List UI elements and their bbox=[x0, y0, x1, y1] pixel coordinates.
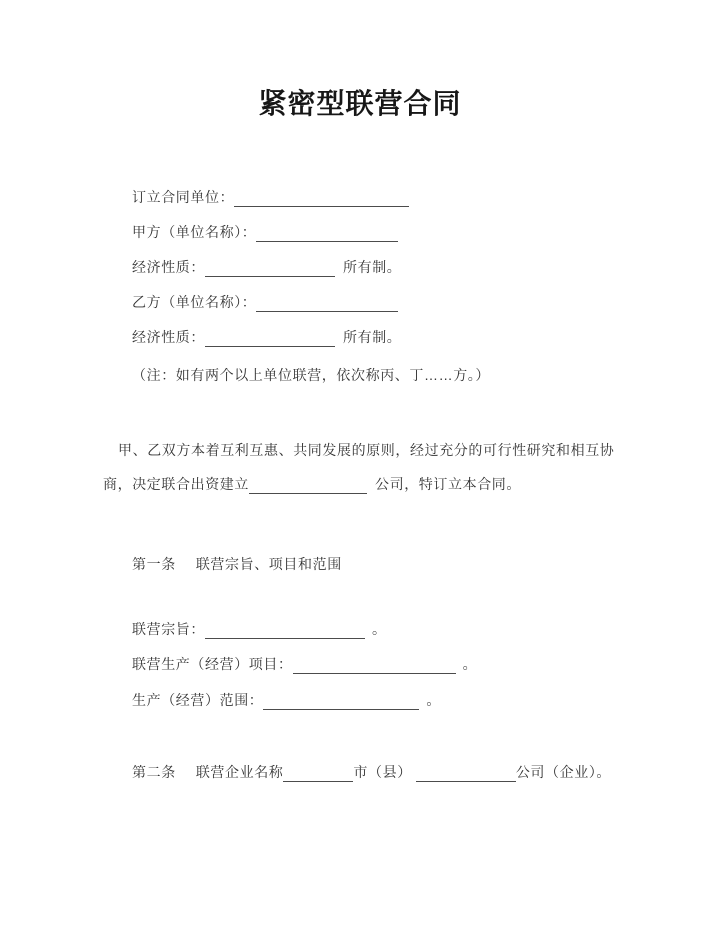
article2-line bbox=[132, 762, 611, 782]
fill-in-blank bbox=[234, 194, 409, 207]
field-suffix: 。 bbox=[426, 692, 442, 708]
fill-in-blank bbox=[293, 661, 456, 674]
field-row-scope bbox=[132, 690, 441, 710]
preamble-text: 甲、乙双方本着互利互惠、共同发展的原则，经过充分的可行性研究和相互协 bbox=[118, 442, 615, 458]
fill-in-blank bbox=[256, 299, 398, 312]
article-number: 第一条 bbox=[132, 556, 176, 572]
fill-in-blank bbox=[205, 334, 335, 347]
article2-middle: 市（县） bbox=[353, 764, 412, 780]
field-row-purpose bbox=[132, 619, 387, 639]
document-title: 紧密型联营合同 bbox=[258, 88, 462, 119]
fill-in-blank bbox=[416, 769, 516, 782]
field-label: 联营生产（经营）项目： bbox=[132, 656, 293, 672]
fill-in-blank bbox=[263, 697, 419, 710]
field-label: 乙方（单位名称）： bbox=[132, 294, 257, 310]
article-title: 联营宗旨、项目和范围 bbox=[195, 556, 342, 572]
preamble-text: 商，决定联合出资建立 bbox=[103, 476, 249, 492]
fill-in-blank bbox=[256, 229, 398, 242]
fill-in-blank bbox=[205, 626, 365, 639]
field-suffix: 。 bbox=[462, 656, 478, 672]
note-text: （注：如有两个以上单位联营，依次称丙、丁……方。） bbox=[132, 367, 490, 383]
field-label: 联营宗旨： bbox=[132, 621, 205, 637]
field-label: 经济性质： bbox=[132, 329, 205, 345]
field-label: 甲方（单位名称）： bbox=[132, 224, 257, 240]
field-suffix: 所有制。 bbox=[343, 329, 402, 345]
preamble-line-2 bbox=[103, 474, 521, 494]
field-row-economic-nature-b bbox=[132, 327, 401, 347]
fill-in-blank bbox=[205, 264, 335, 277]
field-label: 订立合同单位： bbox=[132, 189, 235, 205]
preamble-line-1 bbox=[118, 440, 614, 460]
field-label: 经济性质： bbox=[132, 259, 205, 275]
field-row-contract-units bbox=[132, 187, 409, 207]
article-number: 第二条 bbox=[132, 764, 176, 780]
article2-prefix: 联营企业名称 bbox=[195, 764, 284, 780]
field-row-party-a bbox=[132, 222, 398, 242]
field-suffix: 。 bbox=[372, 621, 387, 637]
field-suffix: 所有制。 bbox=[343, 259, 402, 275]
article1-heading bbox=[132, 554, 342, 574]
note-line bbox=[132, 365, 490, 385]
field-row-economic-nature-a bbox=[132, 257, 401, 277]
preamble-text: 公司，特订立本合同。 bbox=[375, 476, 521, 492]
article2-suffix: 公司（企业）。 bbox=[515, 764, 612, 780]
fill-in-blank bbox=[283, 769, 353, 782]
fill-in-blank bbox=[249, 481, 367, 494]
field-row-project bbox=[132, 654, 477, 674]
field-label: 生产（经营）范围： bbox=[132, 692, 264, 708]
field-row-party-b bbox=[132, 292, 398, 312]
